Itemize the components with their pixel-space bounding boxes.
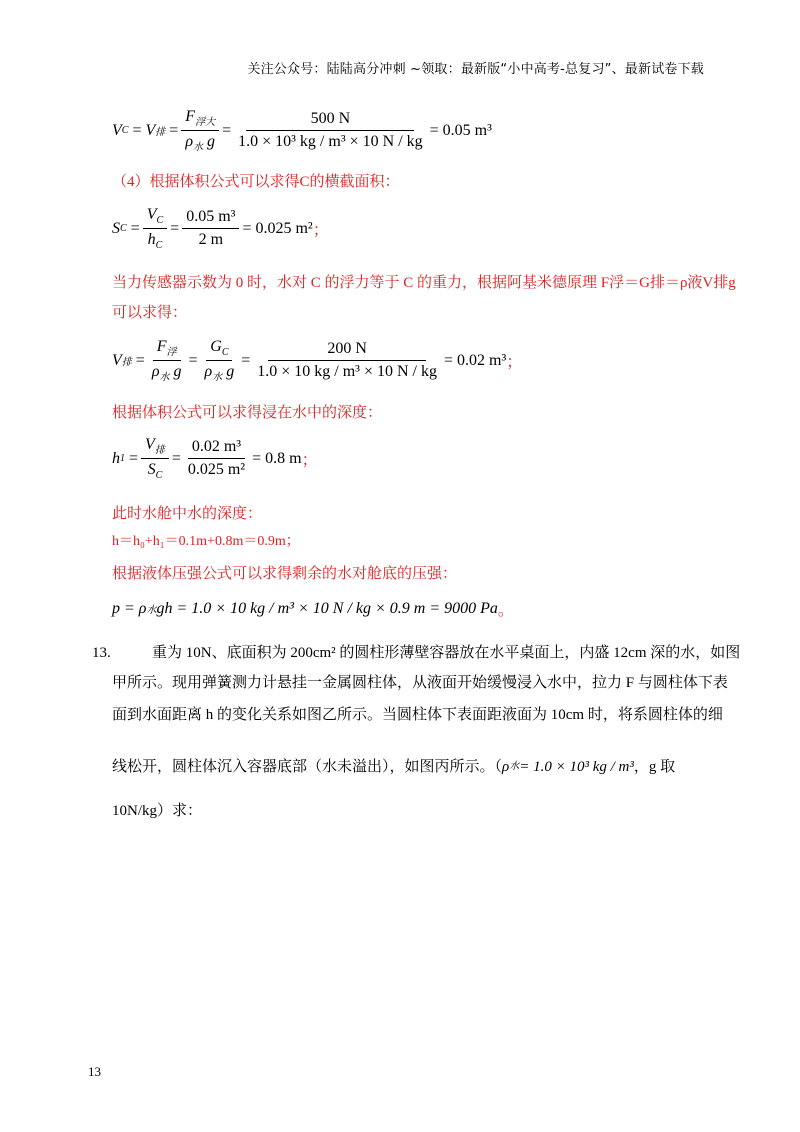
eq3-result: = 0.02 m³ [443,351,507,369]
eq3-den1-g: g [173,363,182,381]
eq3-num2-sub: C [221,347,229,359]
pressure-paragraph: 根据液体压强公式可以求得剩余的水对舱底的压强： [112,566,458,582]
eq4-lhs: h [112,449,120,467]
eq1-f2-num: 500 N [246,110,414,131]
eq1-f1-den-g: g [207,133,216,151]
eq3-den3: 1.0 × 10 kg / m³ × 10 N / kg [257,363,437,381]
eq1-fraction-1 [181,108,219,153]
eq3-fraction-3 [253,340,441,381]
question-13-line3: 面到水面距离 h 的变化关系如图乙所示。当圆柱体下表面距液面为 10cm 时，将系圆柱体的细 [112,707,723,723]
eq3-den1-sub: 水 [159,372,170,384]
question-13-line1: 重为 10N、底面积为 200cm² 的圆柱形薄壁容器放在水平桌面上，内盛 12cm 深的水，如图 [152,645,741,661]
equation-volume-c: V C = V 排 = $\frac{F_{浮大}}{\rho_水 g}$ = $\frac{500 N}{\text{1.0 × 10³ kg / m³ × 10 N / kg}}$ = 0.05 m³ [112,108,492,154]
eq3-num2: G [210,338,222,355]
q13-line4b: ，g 取 [633,759,676,775]
eq1-f1-num-sub: 浮大 [195,117,216,129]
step-4-text: （4）根据体积公式可以求得C的横截面积： [112,174,400,190]
eq2-result: = 0.025 m² [242,219,313,237]
eq3-den2-g: g [226,363,235,381]
eq1-f1-den: ρ [185,133,194,151]
water-depth-calc: h＝h₀+h₁＝0.1m+0.8m＝0.9m； [112,534,300,549]
eq3-den2-sub: 水 [212,372,223,384]
eq5-text: p = ρ [112,599,147,617]
eq1-f1-num: F [185,108,196,125]
eq1-result: = 0.05 m³ [429,121,492,139]
eq1-lhs: V [112,121,122,139]
archimedes-paragraph-line1: 当力传感器示数为 0 时，水对 C 的浮力等于 C 的重力，根据阿基米德原理 F浮＝G排＝ρ液V排g [112,275,736,291]
archimedes-paragraph-line2: 可以求得： [112,305,188,321]
eq4-den2: 0.025 m² [187,461,246,479]
eq3-fraction-1 [148,338,186,383]
q13-rho-value: = 1.0 × 10³ kg / m³ [519,759,634,775]
eq2-tail: ； [312,222,329,240]
water-depth-label: 此时水舱中水的深度： [112,506,263,522]
question-13-line2: 甲所示。现用弹簧测力计悬挂一金属圆柱体，从液面开始缓慢浸入水中，拉力 F 与圆柱体下表 [112,675,728,691]
eq4-fraction-1 [141,436,169,481]
eq4-lhs-sub: 1 [120,453,125,465]
q13-rho: ρ [502,759,510,775]
eq3-den1: ρ [151,363,160,381]
eq3-lhs-sub: 排 [121,357,132,369]
eq1-f2-den: 1.0 × 10³ kg / m³ × 10 N / kg [238,133,423,151]
question-13-line4 [112,754,675,780]
eq4-den1: S [147,461,156,479]
eq1-f1-den-sub: 水 [193,142,204,154]
eq4-num1: V [145,436,155,453]
eq2-lhs-sub: C [120,223,127,235]
question-13-line5: 10N/kg）求： [112,803,203,819]
eq4-fraction-2 [184,438,249,479]
eq1-v-sub: 排 [155,127,166,139]
eq2-lhs: S [112,219,120,237]
eq2-num: V [146,206,157,223]
page-header: 关注公众号：陆陆高分冲刺 ~领取：最新版“小中高考-总复习”、最新试卷下载 [247,62,704,77]
eq4-tail: ； [301,452,318,470]
equation-depth: h 1 = $\frac{V_排}{S_C}$ = $\frac{\text{0.02 m³}}{\text{0.025 m²}}$ = 0.8 m ； [112,436,318,482]
eq5-rest: gh = 1.0 × 10 kg / m³ × 10 N / kg × 0.9 m = 9000 Pa [156,599,498,617]
eq3-num3: 200 N [268,340,426,361]
eq2-fraction-1 [143,206,167,251]
q13-rho-sub: 水 [509,761,520,772]
eq4-num2: 0.02 m³ [188,438,245,459]
eq4-den1-sub: C [155,470,163,482]
page-number: 13 [88,1064,101,1079]
eq3-num1-sub: 浮 [166,347,177,359]
eq2-fraction-2 [182,208,239,249]
eq3-num1: F [156,338,167,355]
eq2-num2: 0.05 m³ [182,208,239,229]
eq1-fraction-2 [234,110,427,151]
depth-paragraph: 根据体积公式可以求得浸在水中的深度： [112,405,383,421]
eq4-result: = 0.8 m [252,449,302,467]
question-13-number: 13. [92,645,111,661]
eq5-sub: 水 [146,605,157,616]
eq2-den-sub: C [155,240,163,252]
equation-pressure [112,597,514,620]
eq3-den2: ρ [204,363,213,381]
eq4-num1-sub: 排 [154,445,165,457]
eq3-fraction-2 [201,338,239,383]
eq2-num-sub: C [156,215,164,227]
eq3-tail: ； [506,354,523,372]
eq2-den2: 2 m [198,231,224,249]
q13-line4a: 线松开，圆柱体沉入容器底部（水未溢出），如图丙所示。（ [112,759,503,775]
eq5-tail: 。 [497,602,514,619]
eq3-lhs: V [112,351,122,369]
equation-area-c: S C = $\frac{V_C}{h_C}$ = $\frac{\text{0.05 m³}}{2 m}$ = 0.025 m² ； [112,206,329,252]
eq1-v: V [145,121,156,139]
eq1-lhs-sub: C [121,125,129,137]
equation-volume-displaced: V 排 = $\frac{F_浮}{\rho_水 g}$ = $\frac{G_C}{\rho_水 g}$ = $\frac{200 N}{\text{1.0 × 10 kg / m³ × 10 N / kg}}$ = 0.02 m³ ； [112,338,523,384]
eq2-den: h [147,231,156,249]
